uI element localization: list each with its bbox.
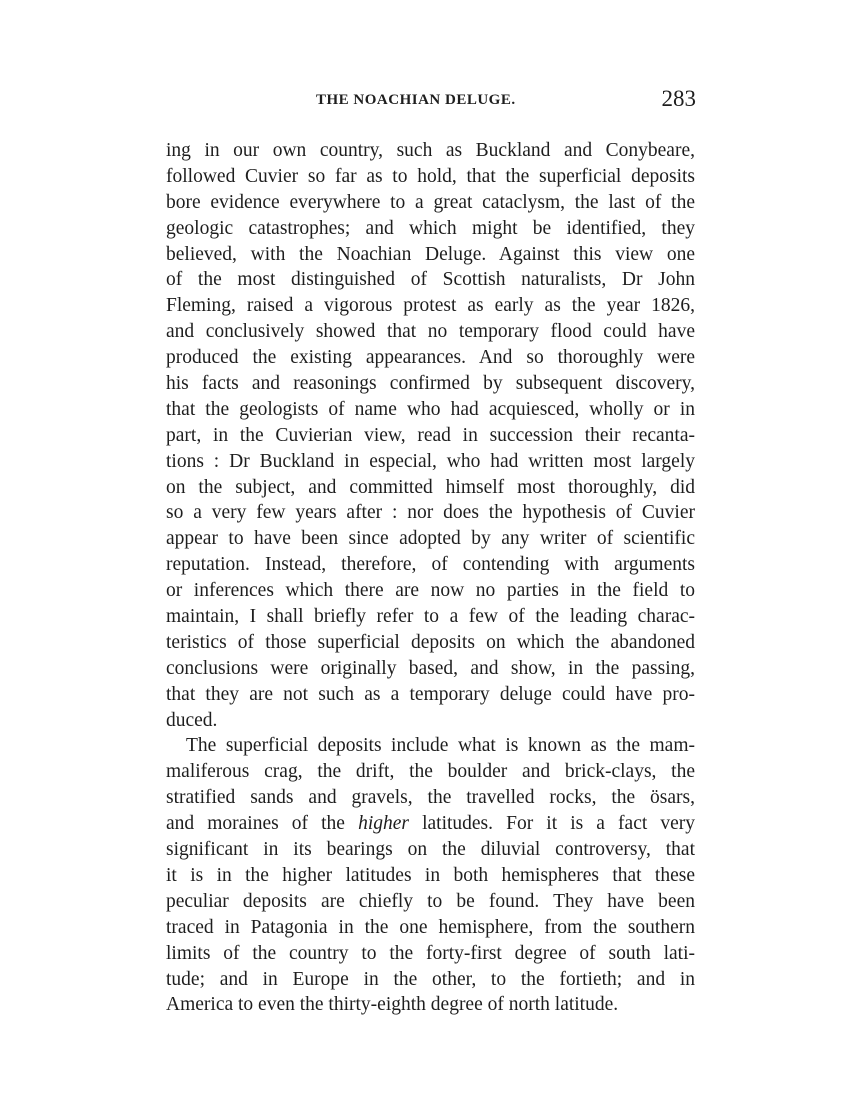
text-line: or inferences which there are now no parties in the field to (166, 580, 695, 602)
text-line: peculiar deposits are chiefly to be found. They have been (166, 890, 695, 912)
text-segment: and moraines of the (166, 813, 359, 835)
text-line: duced. (166, 709, 218, 731)
text-line: bore evidence everywhere to a great cataclysm, the last of the (166, 191, 695, 213)
text-line: of the most distinguished of Scottish naturalists, Dr John (166, 269, 695, 291)
running-title: THE NOACHIAN DELUGE. (316, 92, 516, 108)
text-line: so a very few years after : nor does the hypothesis of Cuvier (166, 502, 695, 524)
paragraph (166, 733, 695, 1018)
text-line: maliferous crag, the drift, the boulder and brick-clays, the (166, 761, 695, 783)
text-segment: latitudes. For it is a fact very (408, 813, 696, 835)
text-line: Fleming, raised a vigorous protest as early as the year 1826, (166, 295, 695, 317)
text-line: followed Cuvier so far as to hold, that the superficial deposits (166, 165, 695, 187)
text-line: significant in its bearings on the diluvial controversy, that (166, 839, 695, 861)
body-text (166, 138, 695, 1018)
text-line: and conclusively showed that no temporary flood could have (166, 321, 695, 343)
text-line: America to even the thirty-eighth degree of north latitude. (166, 994, 619, 1016)
text-line: on the subject, and committed himself most thoroughly, did (166, 476, 695, 498)
text-line: produced the existing appearances. And so thoroughly were (166, 347, 695, 369)
text-line: reputation. Instead, therefore, of contending with arguments (166, 554, 695, 576)
text-line: traced in Patagonia in the one hemisphere, from the southern (166, 916, 695, 938)
text-line: his facts and reasonings confirmed by subsequent discovery, (166, 373, 695, 395)
text-line: appear to have been since adopted by any writer of scientific (166, 528, 695, 550)
text-line: tude; and in Europe in the other, to the fortieth; and in (166, 968, 695, 990)
text-line: believed, with the Noachian Deluge. Against this view one (166, 243, 695, 265)
text-line (166, 811, 695, 837)
text-line: maintain, I shall briefly refer to a few of the leading charac- (166, 606, 695, 628)
paragraph (166, 138, 695, 733)
text-line: tions : Dr Buckland in especial, who had written most largely (166, 450, 695, 472)
text-line: that they are not such as a temporary deluge could have pro- (166, 683, 695, 705)
text-line: ing in our own country, such as Buckland and Conybeare, (166, 140, 695, 161)
text-line: that the geologists of name who had acquiesced, wholly or in (166, 398, 695, 420)
text-line: part, in the Cuvierian view, read in succession their recanta- (166, 424, 695, 446)
text-line: limits of the country to the forty-first degree of south lati- (166, 942, 695, 964)
text-line: stratified sands and gravels, the travelled rocks, the ösars, (166, 787, 695, 809)
page-number: 283 (661, 86, 696, 111)
text-line: The superficial deposits include what is known as the mam- (186, 735, 695, 757)
italic-word: higher (358, 813, 409, 835)
running-head (166, 86, 696, 120)
text-line: conclusions were originally based, and show, in the passing, (166, 657, 695, 679)
text-line: teristics of those superficial deposits on which the abandoned (166, 631, 695, 653)
text-line: it is in the higher latitudes in both hemispheres that these (166, 864, 695, 886)
text-line: geologic catastrophes; and which might be identified, they (166, 217, 695, 239)
